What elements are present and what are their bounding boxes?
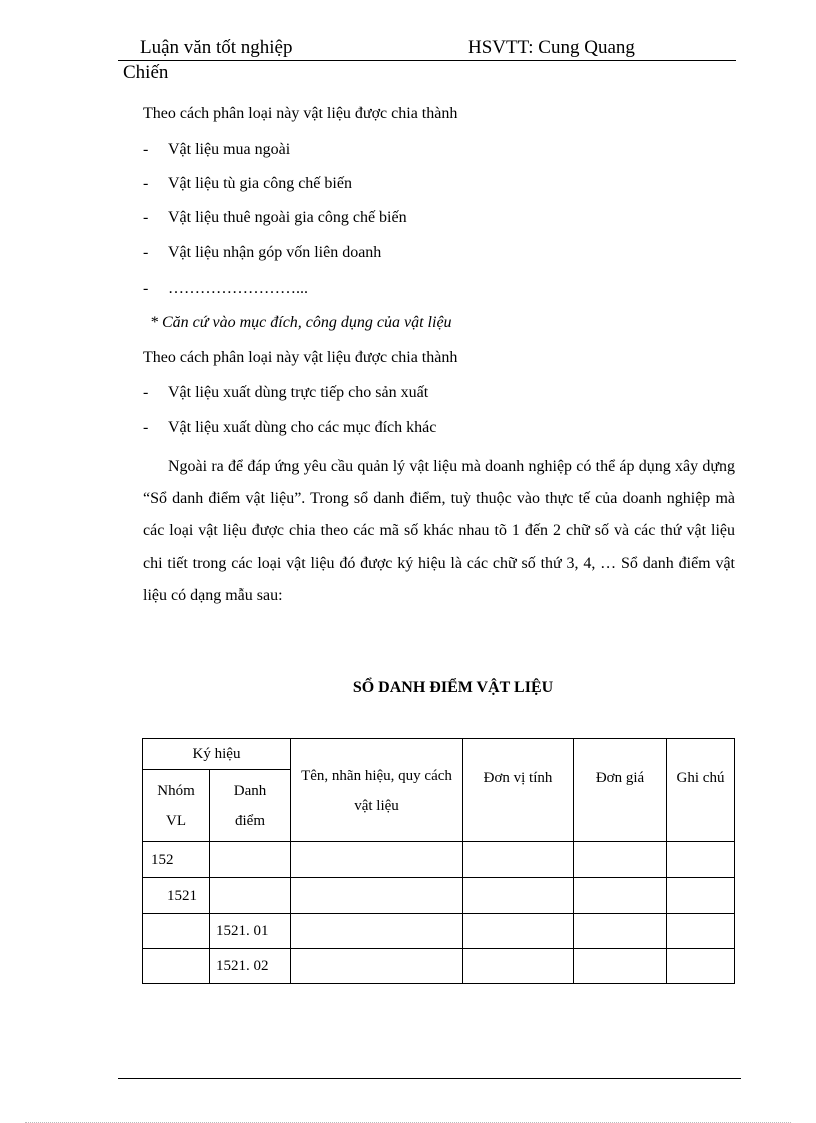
table-cell [574, 878, 667, 914]
header-ghi-chu: Ghi chú [667, 739, 735, 842]
table-cell [463, 842, 574, 878]
table-row [143, 878, 735, 914]
table-cell [143, 914, 210, 949]
table-title: SỔ DANH ĐIỂM VẬT LIỆU [352, 679, 554, 696]
table-cell [291, 878, 463, 914]
bullet-dash: - [143, 175, 149, 192]
list-item: ……………………... [168, 280, 308, 297]
header-author-continuation: Chiến [123, 62, 169, 83]
table-cell [463, 878, 574, 914]
paragraph-text: Ngoài ra để đáp ứng yêu cầu quản lý vật liệu mà doanh nghiệp có thể áp dụng xây dựng “Sổ danh điểm vật liệu”. Trong sổ danh điểm, tuỳ thuộc vào thực tế của doanh nghiệp mà các loại vật liệu được chia theo các mã số khác nhau tõ 1 đến 2 chữ số và các thứ vật liệu chi tiết trong các loại vật liệu đó được ký hiệu là các chữ số thứ 3, 4, … Sổ danh điểm vật liệu có dạng mẫu sau: [143, 458, 735, 604]
bullet-dash: - [143, 280, 149, 297]
list-item: Vật liệu xuất dùng cho các mục đích khác [168, 419, 437, 436]
bullet-dash: - [143, 419, 149, 436]
table-cell: 1521. 02 [210, 949, 291, 984]
body-paragraph [143, 451, 735, 612]
header-title: Luận văn tốt nghiệp [140, 37, 293, 58]
table-cell [143, 949, 210, 984]
table-cell: 1521. 01 [210, 914, 291, 949]
table-row [143, 914, 735, 949]
table-cell [667, 914, 735, 949]
bullet-dash: - [143, 141, 149, 158]
table-cell [667, 949, 735, 984]
table-cell: 152 [143, 842, 210, 878]
bullet-dash: - [143, 244, 149, 261]
header-danh-diem: Danh điểm [210, 770, 291, 842]
table-cell [291, 842, 463, 878]
bullet-dash: - [143, 209, 149, 226]
list-item: Vật liệu mua ngoài [168, 141, 291, 158]
section2-heading: * Căn cứ vào mục đích, công dụng của vật liệu [150, 314, 452, 331]
table-cell [574, 949, 667, 984]
section2-intro: Theo cách phân loại này vật liệu được chia thành [143, 349, 458, 366]
table-cell [574, 842, 667, 878]
table-cell [210, 878, 291, 914]
list-item: Vật liệu nhận góp vốn liên doanh [168, 244, 382, 261]
header-author: HSVTT: Cung Quang [468, 37, 635, 58]
table-row [143, 842, 735, 878]
header-ten: Tên, nhãn hiệu, quy cách vật liệu [291, 739, 463, 842]
footer-rule [118, 1078, 741, 1079]
header-ky-hieu: Ký hiệu [143, 739, 291, 770]
table-cell [291, 949, 463, 984]
table-cell [667, 842, 735, 878]
list-item: Vật liệu tù gia công chế biến [168, 175, 352, 192]
table-row [143, 949, 735, 984]
list-item: Vật liệu thuê ngoài gia công chế biến [168, 209, 407, 226]
header-nhom-vl: Nhóm VL [143, 770, 210, 842]
header-don-vi: Đơn vị tính [463, 739, 574, 842]
header-don-gia: Đơn giá [574, 739, 667, 842]
table-cell [574, 914, 667, 949]
table-cell [210, 842, 291, 878]
table-cell [291, 914, 463, 949]
table-cell [463, 914, 574, 949]
table-cell: 1521 [143, 878, 210, 914]
list-item: Vật liệu xuất dùng trực tiếp cho sản xuất [168, 384, 429, 401]
bullet-dash: - [143, 384, 149, 401]
danh-diem-table [142, 738, 735, 984]
section1-intro: Theo cách phân loại này vật liệu được chia thành [143, 105, 458, 122]
table-cell [667, 878, 735, 914]
page-header [118, 36, 736, 61]
table-cell [463, 949, 574, 984]
